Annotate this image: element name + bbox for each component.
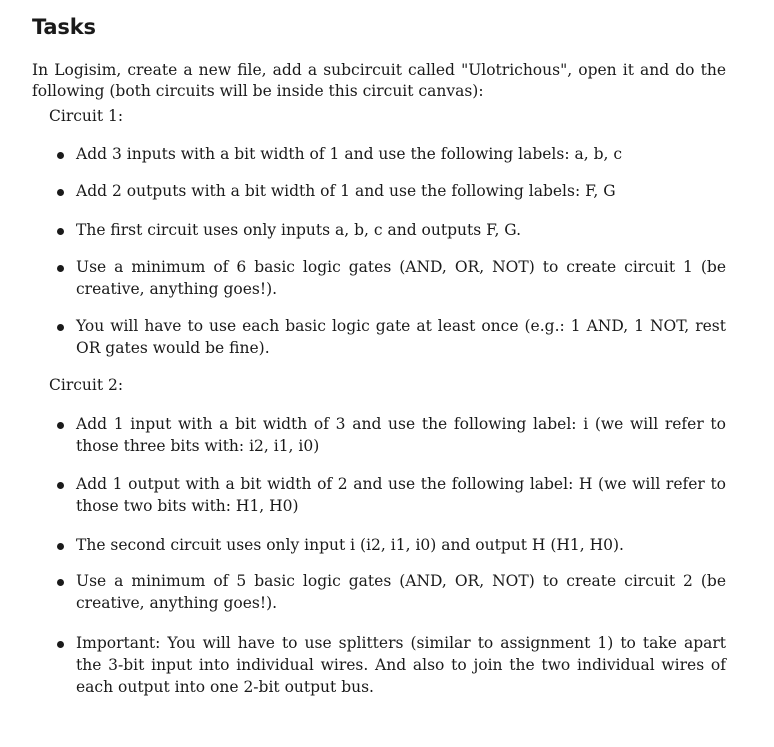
circuit2-item: Important: You will have to use splitters (similar to assignment 1) to take apart the 3-bit input into individual wires. And also to join the two individual wires of each output into one 2-bit output bus. [76,634,726,696]
circuit1-item: You will have to use each basic logic gate at least once (e.g.: 1 AND, 1 NOT, rest OR gates would be fine). [76,317,726,357]
circuit2-item: Use a minimum of 5 basic logic gates (AND, OR, NOT) to create circuit 2 (be creative, anything goes!). [76,572,726,612]
bullet-icon [57,579,64,586]
circuit2-label: Circuit 2: [49,376,124,394]
circuit1-item: Add 3 inputs with a bit width of 1 and use the following labels: a, b, c [76,145,623,163]
circuit1-item: Add 2 outputs with a bit width of 1 and use the following labels: F, G [76,182,616,200]
circuit2-item: The second circuit uses only input i (i2, i1, i0) and output H (H1, H0). [76,536,624,554]
circuit2-item: Add 1 input with a bit width of 3 and use the following label: i (we will refer to those three bits with: i2, i1, i0) [76,415,726,455]
bullet-icon [57,324,64,331]
bullet-icon [57,543,64,550]
bullet-icon [57,422,64,429]
circuit1-item: Use a minimum of 6 basic logic gates (AND, OR, NOT) to create circuit 1 (be creative, anything goes!). [76,258,726,298]
circuit2-item: Add 1 output with a bit width of 2 and use the following label: H (we will refer to those two bits with: H1, H0) [76,475,726,515]
bullet-icon [57,189,64,196]
intro-paragraph: In Logisim, create a new file, add a subcircuit called "Ulotrichous", open it and do the following (both circuits will be inside this circuit canvas): [32,61,726,100]
page-title: Tasks [32,15,96,39]
bullet-icon [57,152,64,159]
circuit1-item: The first circuit uses only inputs a, b, c and outputs F, G. [76,221,522,239]
bullet-icon [57,482,64,489]
bullet-icon [57,641,64,648]
circuit1-label: Circuit 1: [49,107,124,125]
bullet-icon [57,265,64,272]
bullet-icon [57,228,64,235]
